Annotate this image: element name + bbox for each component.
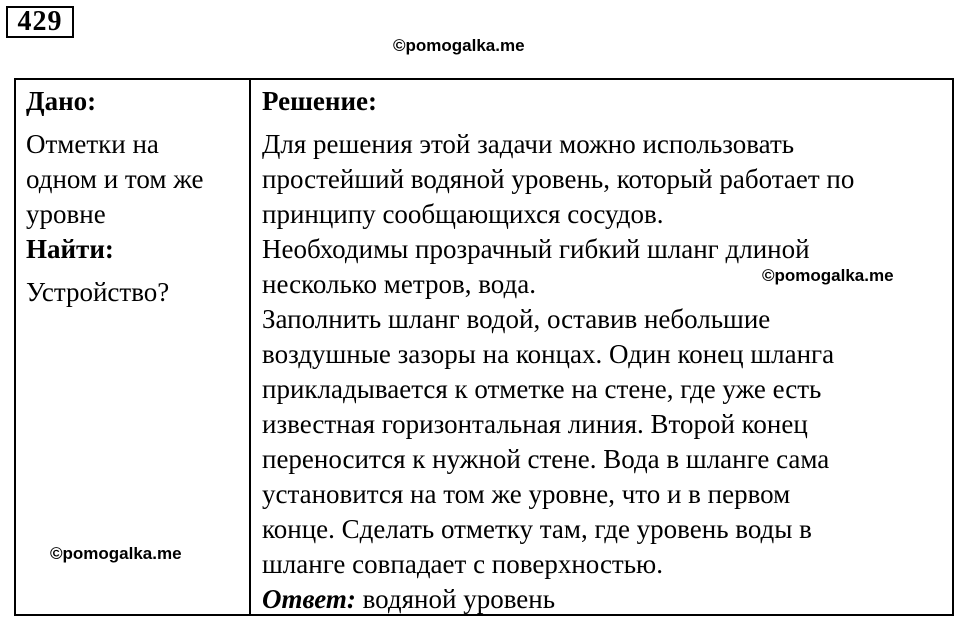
solution-column: [262, 84, 946, 617]
solution-line: Для решения этой задачи можно использовать: [262, 129, 795, 159]
watermark-left: ©pomogalka.me: [50, 544, 182, 563]
solution-line: переносится к нужной стене. Вода в шланге сама: [262, 444, 830, 474]
given-heading: Дано:: [26, 86, 97, 116]
answer-line: [262, 582, 946, 617]
find-text: Устройство?: [26, 277, 170, 307]
solution-line: воздушные зазоры на концах. Один конец шланга: [262, 339, 835, 369]
answer-label: Ответ:: [262, 584, 356, 614]
solution-line: шланге совпадает с поверхностью.: [262, 549, 663, 579]
solution-body: [262, 127, 946, 617]
given-line: Отметки на: [26, 129, 159, 159]
problem-number: 429: [6, 6, 74, 38]
given-line: уровне: [26, 199, 106, 229]
solution-table: [14, 78, 954, 616]
solution-line: принципу сообщающихся сосудов.: [262, 199, 664, 229]
watermark-middle: ©pomogalka.me: [762, 266, 894, 285]
solution-line: несколько метров, вода.: [262, 269, 536, 299]
solution-line: прикладывается к отметке на стене, где уже есть: [262, 374, 822, 404]
given-text: [26, 127, 242, 232]
solution-line: простейший водяной уровень, который работает по: [262, 164, 855, 194]
watermark-top: ©pomogalka.me: [393, 36, 525, 55]
find-heading: Найти:: [26, 234, 114, 264]
answer-text: водяной уровень: [362, 584, 556, 614]
solution-line: Необходимы прозрачный гибкий шланг длиной: [262, 234, 810, 264]
solution-heading: Решение:: [262, 86, 377, 116]
column-divider: [249, 80, 251, 614]
solution-line: Заполнить шланг водой, оставив небольшие: [262, 304, 771, 334]
given-line: одном и том же: [26, 164, 204, 194]
solution-line: конце. Сделать отметку там, где уровень воды в: [262, 514, 812, 544]
solution-line: установится на том же уровне, что и в первом: [262, 479, 791, 509]
given-column: [26, 84, 242, 310]
solution-line: известная горизонтальная линия. Второй конец: [262, 409, 808, 439]
